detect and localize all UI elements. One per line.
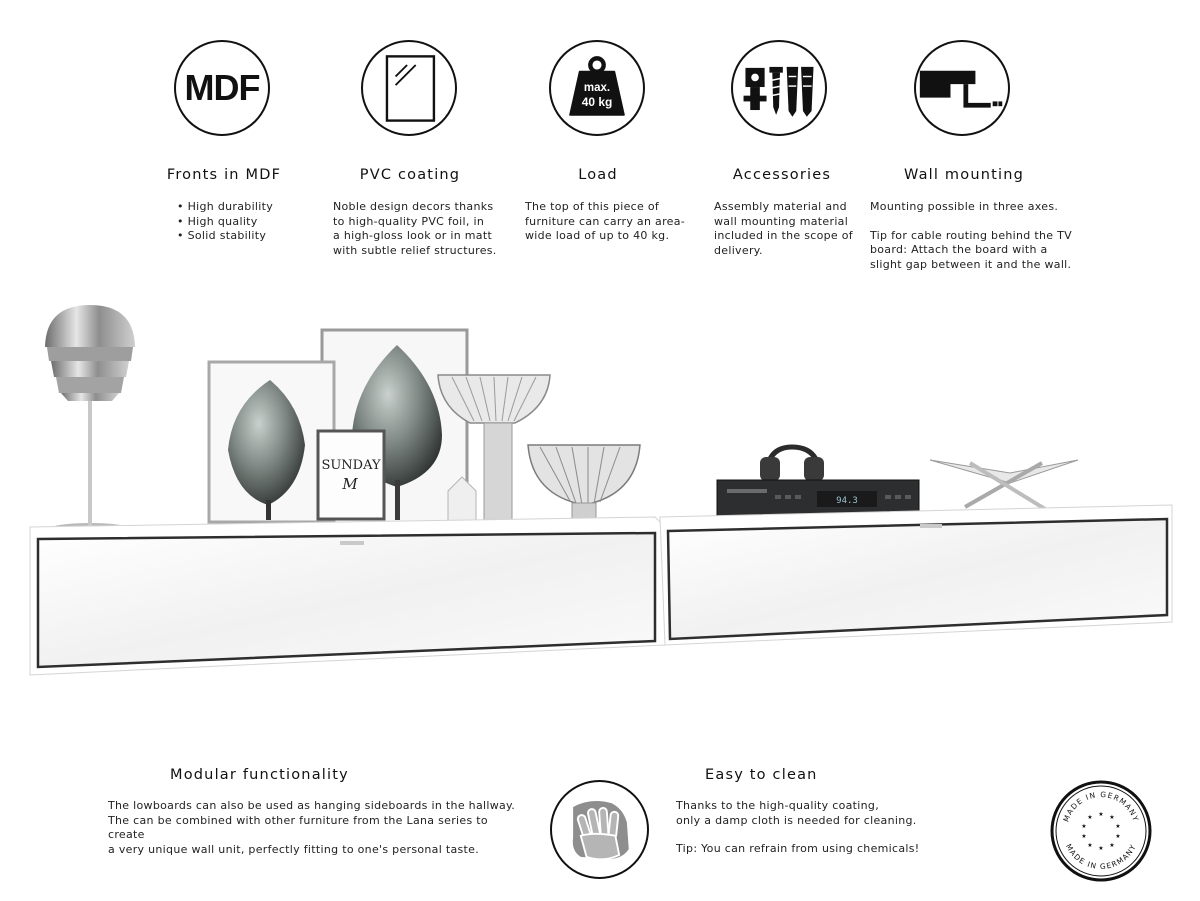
svg-text:★: ★ — [1098, 845, 1104, 852]
modular-text — [108, 799, 528, 857]
text-line: only a damp cloth is needed for cleaning. — [676, 813, 917, 827]
text-line: The can be combined with other furniture from the Lana series to create — [108, 813, 488, 841]
text-line: a high-gloss look or in matt — [333, 229, 493, 242]
made-in-germany-seal — [1050, 780, 1152, 882]
text-line: Thanks to the high-quality coating, — [676, 799, 880, 812]
wall-bracket-icon — [914, 40, 1010, 136]
seal-text-bottom: MADE IN GERMANY — [1063, 842, 1138, 872]
feature-title-wall-mounting: Wall mounting — [903, 167, 1025, 183]
text-line: furniture can carry an area- — [525, 214, 686, 228]
feature-text-mdf — [177, 200, 307, 244]
list-item: • Solid stability — [177, 229, 307, 244]
text-line: Tip for cable routing behind the TV — [870, 228, 1072, 242]
art-frame-left — [209, 362, 334, 522]
art-frame-small — [318, 431, 384, 519]
svg-text:★: ★ — [1115, 833, 1121, 840]
text-line: wall mounting material — [714, 214, 849, 228]
glossy-panel-icon — [361, 40, 457, 136]
text-line: a very unique wall unit, perfectly fitting to one's personal taste. — [108, 842, 480, 856]
svg-text:★: ★ — [1115, 823, 1121, 830]
svg-text:★: ★ — [1098, 811, 1104, 818]
frame-text-1: SUNDAY — [321, 458, 381, 473]
text-line: The lowboards can also be used as hanging sideboards in the hallway. — [108, 799, 516, 812]
weight-icon-label-2: 40 kg — [581, 95, 613, 110]
feature-title-load: Load — [578, 167, 618, 183]
list-item: • High quality — [177, 215, 307, 230]
feature-title-pvc: PVC coating — [359, 167, 461, 183]
seal-text-top: MADE IN GERMANY — [1061, 789, 1141, 824]
radio-device — [717, 447, 919, 516]
feature-title-accessories: Accessories — [732, 167, 832, 183]
mdf-icon-label: MDF — [184, 67, 260, 108]
text-line: The top of this piece of — [525, 200, 660, 213]
feature-title-mdf: Fronts in MDF — [166, 167, 282, 183]
clean-title: Easy to clean — [705, 767, 818, 783]
feature-text-accessories — [714, 200, 864, 258]
wire-bowl — [528, 445, 640, 521]
text-line: wide load of up to 40 kg. — [525, 229, 670, 242]
radio-display: 94.3 — [836, 496, 858, 506]
text-line: Noble design decors thanks — [333, 200, 494, 213]
svg-text:★: ★ — [1109, 814, 1115, 821]
modular-title: Modular functionality — [170, 767, 349, 783]
mdf-icon — [174, 40, 270, 136]
weight-icon-label-1: max. — [583, 81, 611, 94]
text-line: Mounting possible in three axes. — [870, 200, 1059, 213]
text-line: board: Attach the board with a — [870, 243, 1048, 256]
feature-text-load — [525, 200, 695, 244]
text-line: with subtle relief structures. — [333, 243, 497, 257]
feature-text-wall-mounting — [870, 200, 1090, 272]
cleaning-hand-icon — [550, 780, 649, 879]
frame-text-2: M — [342, 475, 358, 493]
hardware-icon — [731, 40, 827, 136]
weight-icon — [549, 40, 645, 136]
text-line: delivery. — [714, 243, 763, 257]
lowboard-right — [660, 505, 1172, 645]
product-photo — [0, 295, 1200, 685]
book-stand — [930, 460, 1078, 509]
svg-text:★: ★ — [1087, 842, 1093, 849]
table-lamp — [45, 305, 135, 533]
text-line: to high-quality PVC foil, in — [333, 214, 485, 228]
text-line: included in the scope of — [714, 229, 853, 242]
svg-text:★: ★ — [1081, 833, 1087, 840]
text-line: slight gap between it and the wall. — [870, 257, 1072, 271]
svg-text:★: ★ — [1087, 814, 1093, 821]
feature-text-pvc — [333, 200, 503, 258]
list-item: • High durability — [177, 200, 307, 215]
lowboard-left — [30, 517, 665, 675]
svg-text:★: ★ — [1081, 823, 1087, 830]
text-line: Assembly material and — [714, 200, 847, 213]
text-line: Tip: You can refrain from using chemicals! — [676, 842, 920, 855]
svg-text:★: ★ — [1109, 842, 1115, 849]
clean-text — [676, 799, 936, 857]
